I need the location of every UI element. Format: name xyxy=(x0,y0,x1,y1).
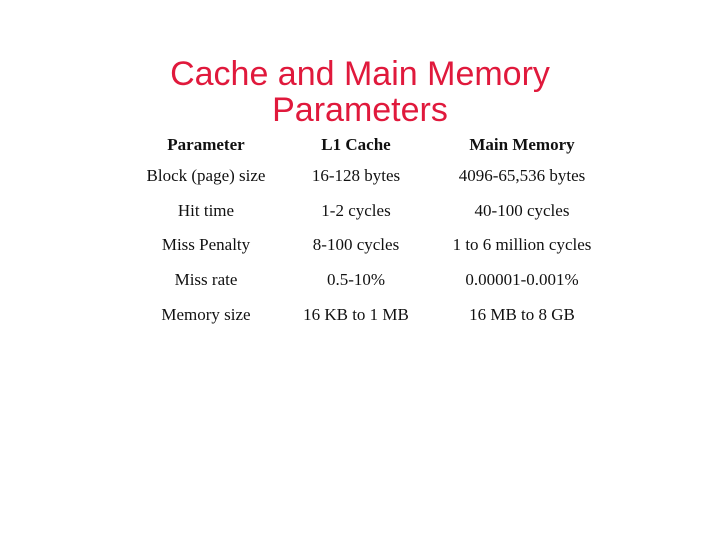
cell-main-memory: 16 MB to 8 GB xyxy=(469,304,575,324)
table-header-row xyxy=(137,130,607,159)
cell-l1-cache: 16 KB to 1 MB xyxy=(303,304,409,324)
cell-main-memory: 4096-65,536 bytes xyxy=(458,166,586,186)
header-l1-cache: L1 Cache xyxy=(321,134,391,154)
cell-parameter: Memory size xyxy=(161,304,251,324)
cell-main-memory: 40-100 cycles xyxy=(474,200,570,220)
cell-l1-cache: 8-100 cycles xyxy=(312,235,400,255)
cell-main-memory: 0.00001-0.001% xyxy=(465,270,579,290)
header-parameter: Parameter xyxy=(167,134,245,154)
cell-l1-cache: 0.5-10% xyxy=(326,270,386,290)
cell-l1-cache: 1-2 cycles xyxy=(321,200,391,220)
slide-title-line-1: Cache and Main Memory xyxy=(170,55,550,93)
cell-parameter: Hit time xyxy=(177,200,235,220)
cell-parameter: Miss Penalty xyxy=(161,235,251,255)
table-row xyxy=(137,263,607,298)
slide-title xyxy=(0,56,720,128)
table-row xyxy=(137,194,607,229)
cell-parameter: Block (page) size xyxy=(146,166,266,186)
table-row xyxy=(137,228,607,263)
cell-main-memory: 1 to 6 million cycles xyxy=(452,235,592,255)
table-row xyxy=(137,159,607,194)
table-row xyxy=(137,297,607,332)
cell-l1-cache: 16-128 bytes xyxy=(311,166,401,186)
cell-parameter: Miss rate xyxy=(174,270,238,290)
slide-title-line-2: Parameters xyxy=(272,91,448,129)
header-main-memory: Main Memory xyxy=(469,134,575,154)
parameters-table xyxy=(137,130,607,332)
